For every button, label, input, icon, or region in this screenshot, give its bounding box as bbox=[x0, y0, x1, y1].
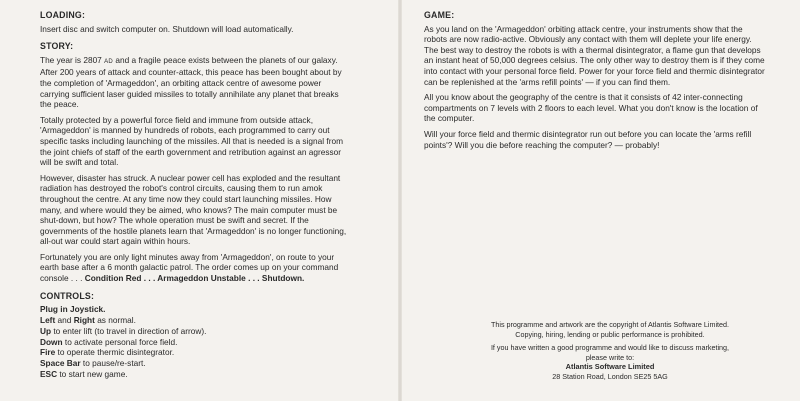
submission-line: If you have written a good programme and would like to discuss marketing, bbox=[490, 343, 730, 352]
story-heading: STORY: bbox=[40, 41, 74, 52]
copyright-line: This programme and artwork are the copyright of Atlantis Software Limited. bbox=[490, 320, 730, 329]
game-paragraph-3: Will your force field and thermic disintegrator run out before you can locate the 'arms refill points'? Will you die before reaching the computer? — probably! bbox=[424, 128, 752, 150]
game-paragraph-1: As you land on the 'Armageddon' orbiting attack centre, your instruments show that the robots are now radio-active. Obviously any contact with them will deplete your life energy. The best way to destroy the robots is with a thermal disintegrator, a flame gun that develops an instant heat of 50,000 degrees celsius. The only other way to destroy them is if they come into contact with your personal force field. Power for your force field and thermic disintegrator can be replenished at the 'arms refill points' — if you can find them. bbox=[424, 23, 765, 87]
control-item bbox=[40, 315, 350, 326]
loading-text: Insert disc and switch computer on. Shutdown will load automatically. bbox=[40, 23, 294, 34]
story-paragraph-4 bbox=[40, 252, 350, 284]
company-name: Atlantis Software Limited bbox=[565, 362, 655, 371]
control-text: to activate personal force field. bbox=[62, 336, 178, 347]
story-p4-shutdown: Shutdown. bbox=[261, 273, 305, 284]
game-section bbox=[424, 10, 766, 150]
submission-line: please write to: bbox=[585, 352, 635, 362]
control-key: Up bbox=[40, 325, 52, 336]
story-p4-text: Fortunately you are only light minutes away from 'Armageddon', on route to your earth base after a 6 month galactic patrol. The order comes up on your command console . . . bbox=[40, 251, 339, 284]
control-item bbox=[40, 326, 350, 337]
game-heading: GAME: bbox=[424, 10, 455, 20]
page-fold bbox=[398, 0, 402, 401]
story-p4-alert: Condition Red . . . Armageddon Unstable . . . bbox=[84, 273, 260, 284]
control-key: Down bbox=[40, 336, 63, 347]
control-item bbox=[40, 304, 350, 315]
control-item bbox=[40, 347, 350, 358]
controls-heading: CONTROLS: bbox=[40, 290, 95, 301]
control-text: to enter lift (to travel in direction of arrow). bbox=[51, 325, 207, 336]
story-p1-ad: AD bbox=[104, 58, 114, 65]
loading-section bbox=[40, 10, 350, 34]
credits-block bbox=[450, 320, 770, 381]
control-key: Fire bbox=[40, 347, 56, 358]
control-item bbox=[40, 369, 350, 380]
control-key: Space Bar bbox=[40, 358, 81, 369]
story-p1-rest: and a fragile peace exists between the planets of our galaxy. After 200 years of attack and counter-attack, this peace has been bought about by the completion of 'Armageddon', an orbiting attack centre of awesome power carrying sufficient laser guided missiles to totally annihilate any planet that breaks the peace. bbox=[40, 54, 342, 110]
control-text: to operate thermic disintegrator. bbox=[55, 347, 175, 358]
right-column bbox=[424, 10, 766, 157]
story-paragraph-3: However, disaster has struck. A nuclear power cell has exploded and the resultant radiation has destroyed the robot's control circuits, causing them to run amok throughout the centre. At any time now they could start launching missiles. How many, and where would they be aimed, who knows? The main computer must be shut-down, but how? The whole operation must be swift and secret. If the governments of the hostile planets learn that 'Armageddon' is no longer functioning, all-out war could start again within hours. bbox=[40, 172, 347, 247]
story-paragraph-2: Totally protected by a powerful force field and immune from outside attack, 'Armageddon' is manned by hundreds of robots, each programmed to carry out specific tasks including launching of the missiles. All that is needed is a signal from the joint chiefs of staff of the earth government and retribution against an agressor will be swift and total. bbox=[40, 114, 343, 168]
control-text: to start new game. bbox=[57, 369, 128, 380]
left-column bbox=[40, 10, 350, 387]
copyright-line: Copying, hiring, lending or public performance is prohibited. bbox=[515, 329, 705, 339]
control-key: Plug in Joystick. bbox=[40, 304, 106, 315]
control-text: to pause/re-start. bbox=[80, 358, 146, 369]
control-item bbox=[40, 337, 350, 348]
loading-heading: LOADING: bbox=[40, 10, 86, 20]
control-key: Left bbox=[40, 315, 56, 326]
control-text: and bbox=[55, 315, 74, 326]
game-paragraph-2: All you know about the geography of the centre is that it consists of 42 inter-connecting compartments on 7 levels with 2 floors to each level. What you don't know is the location of the computer. bbox=[424, 92, 758, 124]
control-text: as normal. bbox=[94, 315, 136, 326]
story-p1-start: The year is 2807 bbox=[40, 54, 102, 65]
story-section bbox=[40, 41, 350, 283]
controls-section bbox=[40, 291, 350, 380]
story-paragraph-1 bbox=[40, 55, 350, 110]
company-address: 28 Station Road, London SE25 5AG bbox=[552, 371, 668, 381]
control-item bbox=[40, 358, 350, 369]
control-key: ESC bbox=[40, 369, 58, 380]
control-key: Right bbox=[73, 315, 95, 326]
